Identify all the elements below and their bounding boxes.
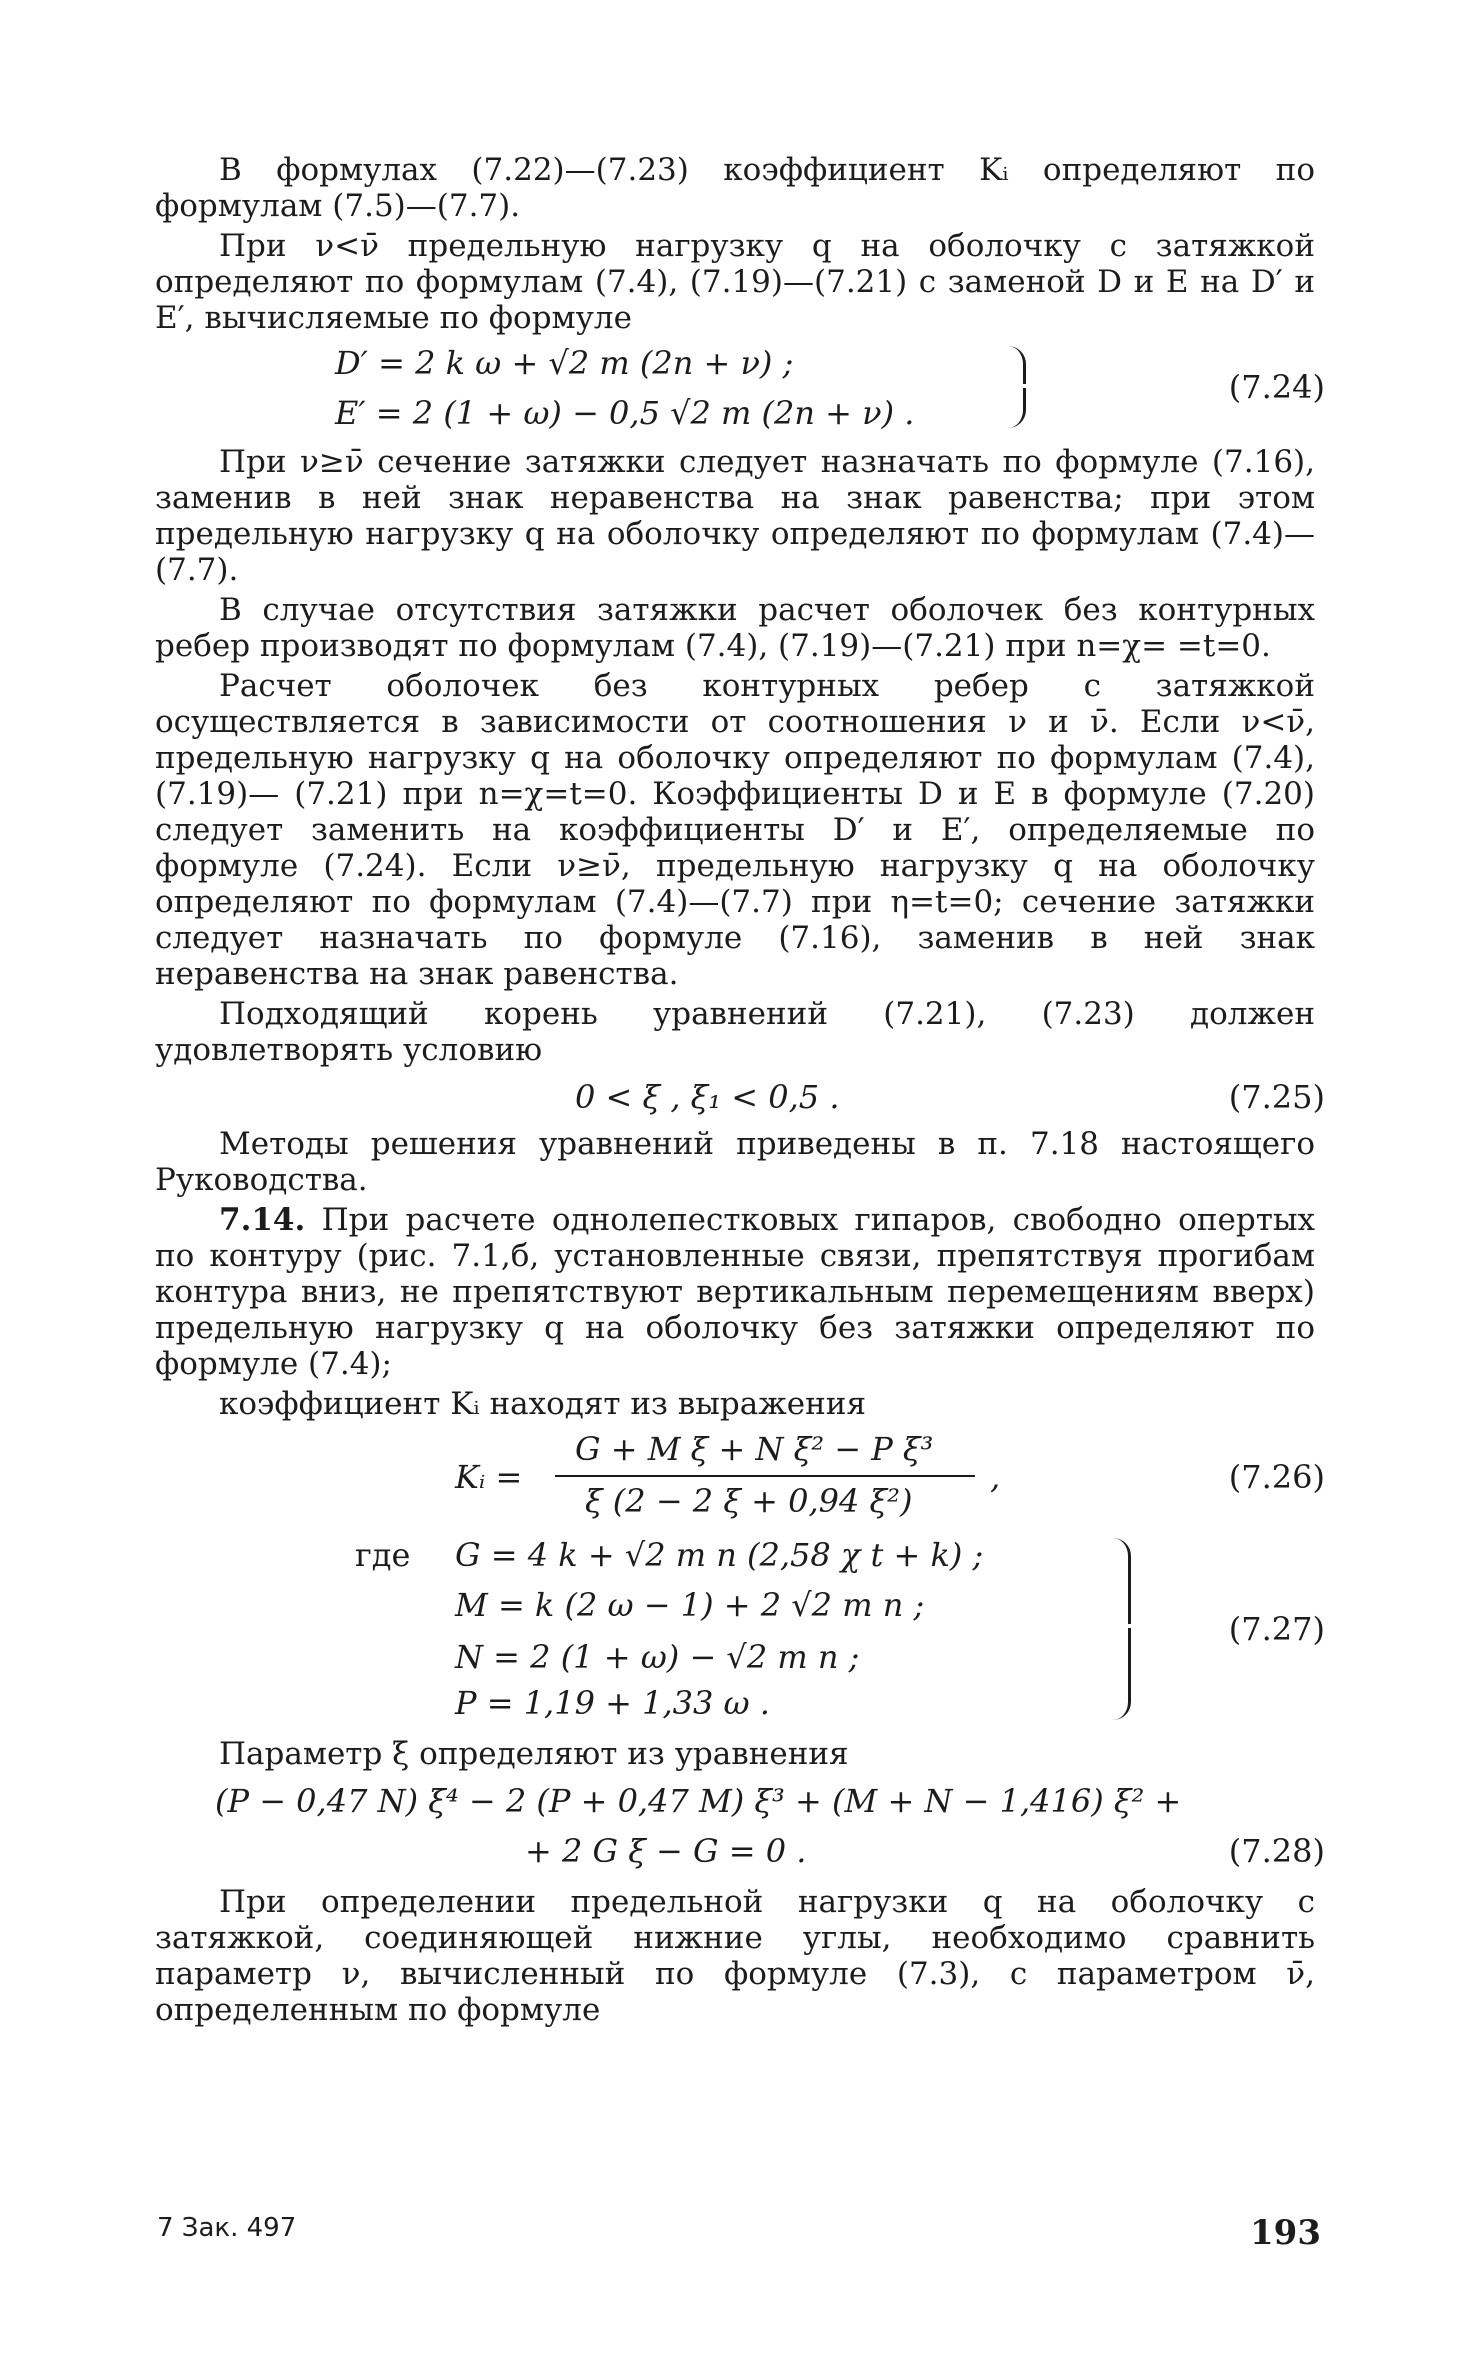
- formula-line: (P − 0,47 N) ξ⁴ − 2 (P + 0,47 M) ξ³ + (M + N − 1,416) ξ² +: [215, 1782, 1182, 1820]
- formula-line: N = 2 (1 + ω) − √2 m n ;: [455, 1638, 860, 1676]
- equation-number: (7.28): [1228, 1832, 1325, 1870]
- equation-number: (7.24): [1228, 368, 1325, 406]
- formula-line: ,: [990, 1458, 1001, 1496]
- page-body: [155, 152, 1325, 2032]
- paragraph: При определении предельной нагрузки q на оболочку с затяжкой, соединяющей нижние углы, необходимо сравнить параметр ν, вычисленный по формуле (7.3), с параметром ν̄, определенным по формуле: [155, 1884, 1315, 2028]
- brace: [1110, 1538, 1131, 1624]
- formula-7-24: [155, 342, 1325, 438]
- paragraph-text: При расчете однолепестковых гипаров, свободно опертых по контуру (рис. 7.1,б, установленные связи, препятствуя прогибам контура вниз, не препятствуют вертикальным перемещениям вверх) предельную нагрузку q на оболочку без затяжки определяют по формуле (7.4);: [155, 1202, 1315, 1382]
- formula-line: + 2 G ξ − G = 0 .: [525, 1832, 807, 1870]
- paragraph: коэффициент Kᵢ находят из выражения: [219, 1386, 867, 1422]
- paragraph: В случае отсутствия затяжки расчет оболочек без контурных ребер производят по формулам (7.4), (7.19)—(7.21) при n=χ= =t=0.: [155, 592, 1315, 664]
- paragraph: [155, 1202, 1315, 1382]
- formula-7-25: [155, 1074, 1325, 1120]
- paragraph: В формулах (7.22)—(7.23) коэффициент Kᵢ определяют по формулам (7.5)—(7.7).: [155, 152, 1315, 224]
- equation-number: (7.26): [1228, 1458, 1325, 1496]
- paragraph: При ν≥ν̄ сечение затяжки следует назначать по формуле (7.16), заменив в ней знак неравенства на знак равенства; при этом предельную нагрузку q на оболочку определяют по формулам (7.4)—(7.7).: [155, 444, 1315, 588]
- formula-line: P = 1,19 + 1,33 ω .: [455, 1684, 770, 1722]
- equation-number: (7.25): [1228, 1078, 1325, 1116]
- page-number: 193: [1250, 2213, 1321, 2253]
- formula-7-27: [155, 1534, 1325, 1730]
- paragraph: Методы решения уравнений приведены в п. 7.18 настоящего Руководства.: [155, 1126, 1315, 1198]
- formula-line: Kᵢ =: [455, 1458, 523, 1496]
- paragraph: Подходящий корень уравнений (7.21), (7.23) должен удовлетворять условию: [155, 996, 1315, 1068]
- brace: [1110, 1628, 1131, 1720]
- brace: [1005, 388, 1026, 428]
- formula-line: где: [355, 1536, 411, 1574]
- equation-number: (7.27): [1228, 1610, 1325, 1648]
- formula-7-26: [155, 1428, 1325, 1528]
- formula-line: G = 4 k + √2 m n (2,58 χ t + k) ;: [455, 1536, 984, 1574]
- formula-line: D′ = 2 k ω + √2 m (2n + ν) ;: [335, 344, 794, 382]
- print-signature: 7 Зак. 497: [157, 2213, 297, 2243]
- paragraph: Расчет оболочек без контурных ребер с затяжкой осуществляется в зависимости от соотношения ν и ν̄. Если ν<ν̄, предельную нагрузку q на оболочку определяют по формулам (7.4), (7.19)— (7.21) при n=χ=t=0. Коэффициенты D и E в формуле (7.20) следует заменить на коэффициенты D′ и E′, определяемые по формуле (7.24). Если ν≥ν̄, предельную нагрузку q на оболочку определяют по формулам (7.4)—(7.7) при η=t=0; сечение затяжки следует назначать по формуле (7.16), заменив в ней знак неравенства на знак равенства.: [155, 668, 1315, 992]
- formula-line: 0 < ξ , ξ₁ < 0,5 .: [575, 1078, 840, 1116]
- formula-7-28: [155, 1778, 1325, 1878]
- brace: [1005, 346, 1026, 384]
- fraction-numerator: G + M ξ + N ξ² − P ξ³: [575, 1430, 934, 1468]
- formula-line: M = k (2 ω − 1) + 2 √2 m n ;: [455, 1586, 925, 1624]
- fraction-bar: [555, 1475, 975, 1477]
- paragraph: Параметр ξ определяют из уравнения: [219, 1736, 849, 1772]
- section-number: 7.14.: [219, 1202, 306, 1238]
- fraction-denominator: ξ (2 − 2 ξ + 0,94 ξ²): [585, 1482, 913, 1520]
- formula-line: E′ = 2 (1 + ω) − 0,5 √2 m (2n + ν) .: [335, 394, 915, 432]
- paragraph: При ν<ν̄ предельную нагрузку q на оболочку с затяжкой определяют по формулам (7.4), (7.19)—(7.21) с заменой D и E на D′ и E′, вычисляемые по формуле: [155, 228, 1315, 336]
